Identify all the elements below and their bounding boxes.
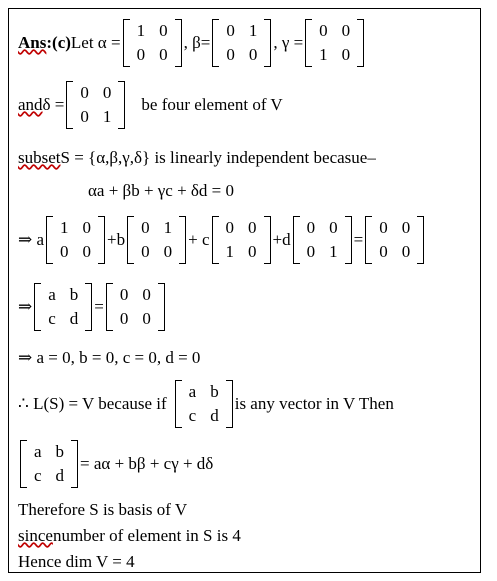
left-bracket (106, 283, 113, 331)
delta-eq: δ = (42, 95, 65, 114)
right-bracket (264, 216, 271, 264)
left-bracket (212, 19, 219, 67)
option-label: (c) (52, 33, 71, 52)
left-bracket (212, 216, 219, 264)
matrix-entry: 0 (306, 218, 316, 237)
representation-eq: = aα + bβ + cγ + dδ (80, 454, 214, 473)
since-word: since (18, 526, 53, 545)
matrix-alpha-2 (46, 216, 105, 264)
matrix-entry: 0 (119, 309, 129, 328)
matrix-entry: 0 (136, 45, 146, 64)
left-bracket (127, 216, 134, 264)
matrix-entry: b (55, 442, 65, 461)
line-dimension (18, 550, 135, 574)
matrix-entry: 0 (141, 218, 150, 237)
matrix-entry: 0 (226, 45, 235, 64)
right-bracket (85, 283, 92, 331)
matrix-entry: 0 (163, 242, 173, 261)
matrix-delta (66, 81, 125, 129)
matrix-entry: 0 (80, 83, 89, 102)
line-delta (18, 80, 283, 130)
line-linear-combination (88, 178, 234, 204)
left-bracket (66, 81, 73, 129)
matrix-entry: 0 (141, 242, 150, 261)
matrix-entry: 1 (60, 218, 69, 237)
matrix-entry: a (48, 285, 56, 304)
line-span (18, 378, 394, 430)
matrix-entry: 0 (248, 45, 258, 64)
matrix-entry: 0 (60, 242, 69, 261)
equals-sign: = (353, 230, 364, 249)
matrix-entry: 0 (159, 45, 168, 64)
matrix-entry: 0 (248, 218, 257, 237)
implies-sign: ⇒ (18, 297, 33, 316)
four-elements-text: be four element of V (141, 95, 283, 114)
right-bracket (264, 19, 271, 67)
plus-d: +d (272, 230, 291, 249)
all-zero-text: ⇒ a = 0, b = 0, c = 0, d = 0 (18, 348, 201, 367)
count-text: number of element in S is 4 (52, 526, 241, 545)
matrix-delta-2 (293, 216, 352, 264)
matrix-abcd-3 (20, 440, 78, 488)
matrix-entry: 0 (341, 21, 351, 40)
linear-combination-eq: αa + βb + γc + δd = 0 (88, 181, 235, 200)
left-bracket (305, 19, 312, 67)
matrix-entry: a (34, 442, 42, 461)
right-bracket (179, 216, 186, 264)
ans-label: Ans (18, 33, 47, 52)
matrix-entry: b (210, 382, 219, 401)
matrix-entry: 1 (329, 242, 338, 261)
matrix-entry: d (69, 309, 79, 328)
matrix-entry: 0 (401, 218, 411, 237)
left-bracket (175, 380, 182, 428)
line-subset (18, 145, 376, 171)
matrix-entry: 0 (319, 21, 328, 40)
matrix-entry: 1 (248, 21, 258, 40)
dimension-text: Hence dim V = 4 (18, 552, 135, 571)
matrix-entry: 0 (379, 242, 388, 261)
ans-colon: : (46, 33, 53, 52)
right-bracket (118, 81, 125, 129)
subset-text: S = {α,β,γ,δ} is linearly independent becasue– (60, 148, 376, 167)
basis-text: Therefore S is basis of V (18, 500, 188, 519)
equals-sign-2: = (94, 297, 104, 316)
matrix-entry: 0 (159, 21, 168, 40)
subset-word: subset (18, 148, 61, 167)
left-bracket (20, 440, 27, 488)
matrix-gamma-2 (212, 216, 271, 264)
matrix-entry: c (188, 406, 197, 425)
matrix-entry: 0 (329, 218, 338, 237)
plus-c: + c (188, 230, 210, 249)
implies-a: ⇒ a (18, 230, 45, 249)
matrix-entry: 0 (119, 285, 129, 304)
line-all-zero (18, 345, 200, 371)
left-bracket (365, 216, 372, 264)
left-bracket (34, 283, 41, 331)
matrix-entry: c (48, 309, 56, 328)
line-expanded (18, 214, 426, 266)
matrix-entry: d (55, 466, 65, 485)
matrix-beta (212, 19, 271, 67)
matrix-gamma (305, 19, 364, 67)
matrix-entry: 0 (142, 309, 151, 328)
let-alpha-text: Let α = (70, 33, 121, 52)
gamma-eq: , γ = (273, 33, 304, 52)
right-bracket (357, 19, 364, 67)
matrix-entry: 0 (82, 218, 92, 237)
matrix-entry: 1 (102, 107, 112, 126)
matrix-entry: 0 (102, 83, 112, 102)
matrix-alpha (123, 19, 182, 67)
matrix-entry: d (210, 406, 219, 425)
matrix-abcd (34, 283, 92, 331)
matrix-entry: a (188, 382, 197, 401)
matrix-entry: c (34, 466, 42, 485)
right-bracket (71, 440, 78, 488)
right-bracket (175, 19, 182, 67)
matrix-entry: 0 (401, 242, 411, 261)
left-bracket (293, 216, 300, 264)
plus-b: +b (107, 230, 126, 249)
matrix-entry: 0 (80, 107, 89, 126)
matrix-abcd-2 (175, 380, 233, 428)
matrix-entry: 1 (136, 21, 146, 40)
right-bracket (226, 380, 233, 428)
matrix-entry: 0 (341, 45, 351, 64)
right-bracket (417, 216, 424, 264)
matrix-entry: 0 (225, 218, 235, 237)
span-pre-text: ∴ L(S) = V because if (18, 394, 167, 413)
line-representation (18, 438, 213, 490)
line-abcd-zero (18, 281, 167, 333)
left-bracket (123, 19, 130, 67)
matrix-entry: 0 (306, 242, 316, 261)
line-definitions (18, 18, 366, 68)
matrix-zero (365, 216, 424, 264)
line-basis (18, 498, 187, 522)
matrix-entry: b (69, 285, 79, 304)
beta-eq: , β= (183, 33, 211, 52)
matrix-entry: 1 (163, 218, 173, 237)
matrix-entry: 0 (248, 242, 257, 261)
matrix-entry: 1 (319, 45, 328, 64)
right-bracket (345, 216, 352, 264)
right-bracket (98, 216, 105, 264)
and-word: and (18, 95, 43, 114)
left-bracket (46, 216, 53, 264)
matrix-entry: 0 (379, 218, 388, 237)
matrix-beta-2 (127, 216, 186, 264)
matrix-entry: 0 (226, 21, 235, 40)
matrix-entry: 0 (82, 242, 92, 261)
span-post-text: is any vector in V Then (234, 394, 394, 413)
matrix-entry: 1 (225, 242, 235, 261)
line-count (18, 524, 241, 548)
matrix-entry: 0 (142, 285, 151, 304)
right-bracket (158, 283, 165, 331)
matrix-zero-2 (106, 283, 165, 331)
